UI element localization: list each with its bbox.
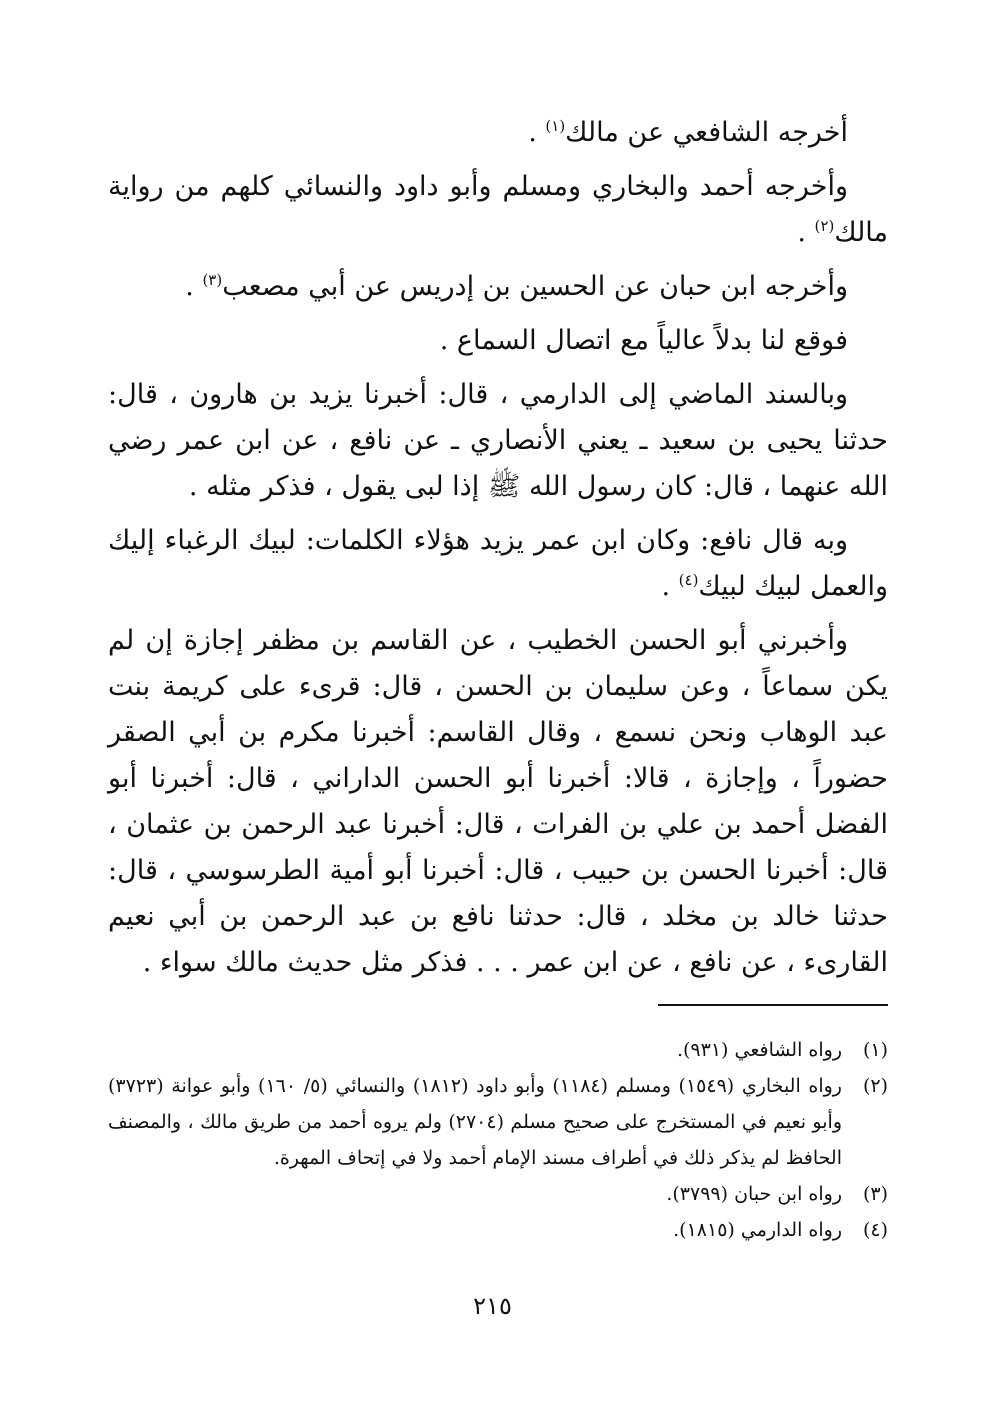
footnote-2 — [108, 1068, 888, 1176]
footnote-number: (١) — [862, 1039, 888, 1061]
paragraph-text: وأخرجه أحمد والبخاري ومسلم وأبو داود والنسائي كلهم من رواية مالك — [108, 171, 888, 248]
paragraph-end: . — [661, 571, 679, 602]
footnote-text: رواه البخاري (١٥٤٩) ومسلم (١١٨٤) وأبو داود (١٨١٢) والنسائي (٥/ ١٦٠) وأبو عوانة (٣٧٢٣) وأبو نعيم في المستخرج على صحيح مسلم (٢٧٠٤) ولم يروه أحمد من طريق مالك ، والمصنف الحافظ لم يذكر ذلك في أطراف مسند الإمام أحمد ولا في إتحاف المهرة. — [108, 1075, 842, 1169]
page-number: ٢١٥ — [473, 1292, 512, 1320]
paragraph-2 — [108, 164, 888, 256]
paragraph-6 — [108, 518, 888, 610]
paragraph-7: وأخبرني أبو الحسن الخطيب ، عن القاسم بن مظفر إجازة إن لم يكن سماعاً ، وعن سليمان بن الحسن ، قال: قرىء على كريمة بنت عبد الوهاب ونحن نسمع ، وقال القاسم: أخبرنا مكرم بن أبي الصقر حضوراً ، وإجازة ، قالا: أخبرنا أبو الحسن الداراني ، قال: أخبرنا أبو الفضل أحمد بن علي بن الفرات ، قال: أخبرنا عبد الرحمن بن عثمان ، قال: أخبرنا الحسن بن حبيب ، قال: أخبرنا أبو أمية الطرسوسي ، قال: حدثنا خالد بن مخلد ، قال: حدثنا نافع بن عبد الرحمن بن أبي نعيم القارىء ، عن نافع ، عن ابن عمر . . . فذكر مثل حديث مالك سواء . — [108, 625, 888, 978]
footnote-number: (٤) — [862, 1219, 888, 1241]
paragraph-5: وبالسند الماضي إلى الدارمي ، قال: أخبرنا يزيد بن هارون ، قال: حدثنا يحيى بن سعيد ـ يعني الأنصاري ـ عن نافع ، عن ابن عمر رضي الله عنهما ، قال: كان رسول الله ﷺ إذا لبى يقول ، فذكر مثله . — [108, 379, 888, 502]
paragraph-text: أخرجه الشافعي عن مالك — [565, 117, 848, 148]
paragraph-end: . — [528, 117, 546, 148]
paragraph-4: فوقع لنا بدلاً عالياً مع اتصال السماع . — [439, 325, 848, 356]
paragraph-end: . — [185, 271, 203, 302]
footnote-ref-4[interactable]: (٤) — [678, 571, 699, 589]
footnote-4 — [108, 1212, 888, 1248]
paragraph-end: . — [797, 217, 815, 248]
document-page — [108, 110, 888, 1248]
footnotes-section — [108, 1032, 888, 1248]
footnote-text: رواه الشافعي (٩٣١). — [676, 1039, 842, 1061]
footnote-ref-3[interactable]: (٣) — [202, 271, 223, 289]
footnote-number: (٢) — [862, 1075, 888, 1097]
footnote-text: رواه الدارمي (١٨١٥). — [673, 1219, 842, 1241]
paragraph-text: وبه قال نافع: وكان ابن عمر يزيد هؤلاء الكلمات: لبيك الرغباء إليك والعمل لبيك لبيك — [108, 525, 888, 602]
footnote-3 — [108, 1176, 888, 1212]
paragraph-3 — [108, 264, 888, 310]
footnote-number: (٣) — [862, 1183, 888, 1205]
footnote-1 — [108, 1032, 888, 1068]
paragraph-1 — [108, 110, 888, 156]
footnote-ref-2[interactable]: (٢) — [814, 217, 835, 235]
paragraph-text: وأخرجه ابن حبان عن الحسين بن إدريس عن أبي مصعب — [222, 271, 848, 302]
footnote-separator — [658, 1004, 888, 1006]
footnote-ref-1[interactable]: (١) — [545, 117, 566, 135]
footnote-text: رواه ابن حبان (٣٧٩٩). — [666, 1183, 842, 1205]
